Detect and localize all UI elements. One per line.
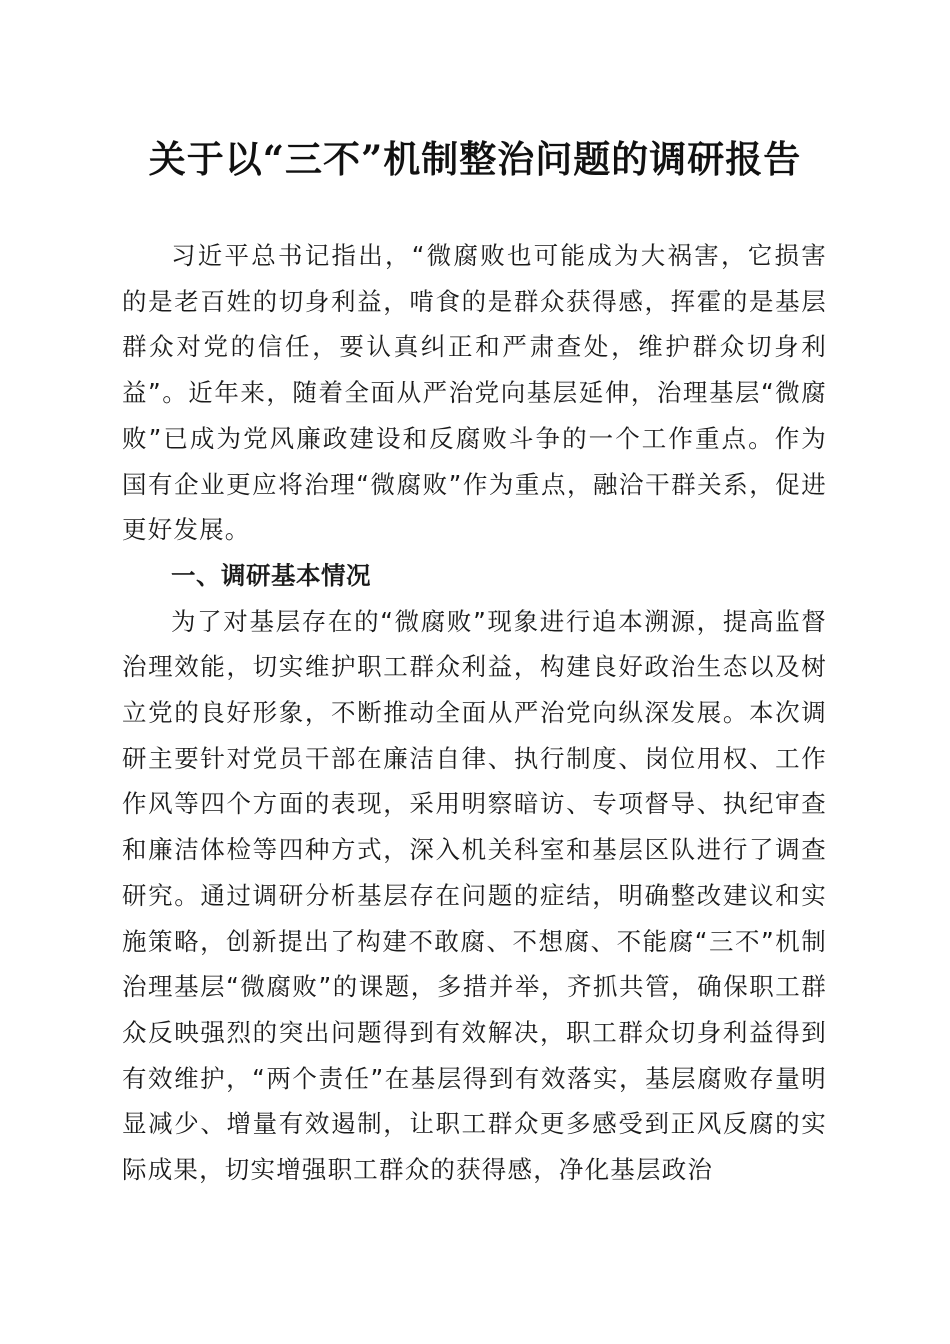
intro-paragraph: 习近平总书记指出，“微腐败也可能成为大祸害，它损害的是老百姓的切身利益，啃食的是群众获得感，挥霍的是基层群众对党的信任，要认真纠正和严肃查处，维护群众切身利益”。近年来，随着全面从严治党向基层延伸，治理基层“微腐败”已成为党风廉政建设和反腐败斗争的一个工作重点。作为国有企业更应将治理“微腐败”作为重点，融洽干群关系，促进更好发展。 xyxy=(122,241,827,545)
document-body xyxy=(122,233,827,1193)
section-paragraph: 为了对基层存在的“微腐败”现象进行追本溯源，提高监督治理效能，切实维护职工群众利益，构建良好政治生态以及树立党的良好形象，不断推动全面从严治党向纵深发展。本次调研主要针对党员干部在廉洁自律、执行制度、岗位用权、工作作风等四个方面的表现，采用明察暗访、专项督导、执纪审查和廉洁体检等四种方式，深入机关科室和基层区队进行了调查研究。通过调研分析基层存在问题的症结，明确整改建议和实施策略，创新提出了构建不敢腐、不想腐、不能腐“三不”机制治理基层“微腐败”的课题，多措并举，齐抓共管，确保职工群众反映强烈的突出问题得到有效解决，职工群众切身利益得到有效维护，“两个责任”在基层得到有效落实，基层腐败存量明显减少、增量有效遏制，让职工群众更多感受到正风反腐的实际成果，切实增强职工群众的获得感，净化基层政治 xyxy=(122,606,827,1185)
section-heading: 一、调研基本情况 xyxy=(171,560,371,590)
document-title: 关于以“三不”机制整治问题的调研报告 xyxy=(148,137,802,181)
